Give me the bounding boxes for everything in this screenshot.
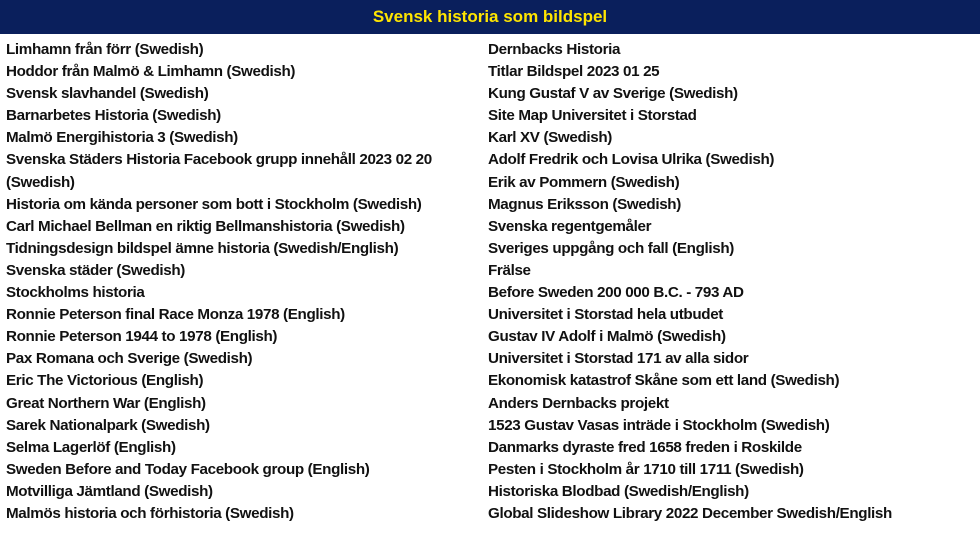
link-dernbacks-historia[interactable]: Dernbacks Historia (488, 41, 621, 58)
link-titlar-bildspel[interactable]: Titlar Bildspel 2023 01 25 (488, 63, 660, 81)
left-link-column (6, 39, 476, 525)
link-sarek-nationalpark[interactable]: Sarek Nationalpark (Swedish) (6, 416, 210, 434)
link-universitet-171-sidor[interactable]: Universitet i Storstad 171 av alla sidor (488, 350, 749, 368)
page-title: Svensk historia som bildspel (372, 7, 608, 26)
link-svenska-stader[interactable]: Svenska städer (Swedish) (6, 261, 185, 279)
link-ekonomisk-katastrof-skane[interactable]: Ekonomisk katastrof Skåne som ett land (Swedish) (488, 372, 840, 390)
link-eric-the-victorious[interactable]: Eric The Victorious (English) (6, 372, 204, 390)
link-barnarbetes-historia[interactable]: Barnarbetes Historia (Swedish) (6, 107, 221, 125)
link-site-map-universitet[interactable]: Site Map Universitet i Storstad (488, 107, 697, 125)
link-stockholms-historia[interactable]: Stockholms historia (6, 284, 145, 302)
link-motvilliga-jamtland[interactable]: Motvilliga Jämtland (Swedish) (6, 482, 213, 500)
link-svenska-staders-historia-fb-cont[interactable]: (Swedish) (6, 173, 75, 191)
link-svensk-slavhandel[interactable]: Svensk slavhandel (Swedish) (6, 85, 209, 103)
link-selma-lagerlof[interactable]: Selma Lagerlöf (English) (6, 438, 176, 456)
right-link-column (488, 39, 976, 525)
link-malmos-historia[interactable]: Malmös historia och förhistoria (Swedish) (6, 504, 294, 522)
link-hoddor-malmo-limhamn[interactable]: Hoddor från Malmö & Limhamn (Swedish) (6, 63, 296, 81)
link-great-northern-war[interactable]: Great Northern War (English) (6, 394, 206, 412)
link-adolf-fredrik-lovisa-ulrika[interactable]: Adolf Fredrik och Lovisa Ulrika (Swedish) (488, 151, 775, 169)
link-historiska-blodbad[interactable]: Historiska Blodbad (Swedish/English) (488, 482, 749, 500)
link-limhamn-fran-forr[interactable]: Limhamn från förr (Swedish) (6, 41, 204, 58)
link-karl-xv[interactable]: Karl XV (Swedish) (488, 129, 613, 147)
page-header (0, 0, 980, 34)
link-anders-dernbacks-projekt[interactable]: Anders Dernbacks projekt (488, 394, 669, 412)
link-ronnie-peterson-monza[interactable]: Ronnie Peterson final Race Monza 1978 (English) (6, 306, 345, 324)
link-gustav-iv-adolf-malmo[interactable]: Gustav IV Adolf i Malmö (Swedish) (488, 328, 726, 346)
link-fralse[interactable]: Frälse (488, 261, 531, 279)
link-svenska-regentgemaler[interactable]: Svenska regentgemåler (488, 217, 652, 235)
link-svenska-staders-historia-fb[interactable]: Svenska Städers Historia Facebook grupp innehåll 2023 02 20 (6, 151, 432, 169)
link-universitet-hela-utbudet[interactable]: Universitet i Storstad hela utbudet (488, 306, 724, 324)
link-pesten-i-stockholm[interactable]: Pesten i Stockholm år 1710 till 1711 (Swedish) (488, 460, 804, 478)
link-sweden-before-and-today[interactable]: Sweden Before and Today Facebook group (English) (6, 460, 370, 478)
link-gustav-vasas-intrade[interactable]: 1523 Gustav Vasas inträde i Stockholm (Swedish) (488, 416, 830, 434)
link-kanda-personer-stockholm[interactable]: Historia om kända personer som bott i Stockholm (Swedish) (6, 195, 422, 213)
link-tidningsdesign-bildspel[interactable]: Tidningsdesign bildspel ämne historia (Swedish/English) (6, 239, 399, 257)
link-malmo-energihistoria[interactable]: Malmö Energihistoria 3 (Swedish) (6, 129, 238, 147)
link-carl-michael-bellman[interactable]: Carl Michael Bellman en riktig Bellmanshistoria (Swedish) (6, 217, 405, 235)
link-magnus-eriksson[interactable]: Magnus Eriksson (Swedish) (488, 195, 681, 213)
link-global-slideshow-library[interactable]: Global Slideshow Library 2022 December Swedish/English (488, 504, 892, 522)
link-erik-av-pommern[interactable]: Erik av Pommern (Swedish) (488, 173, 680, 191)
link-ronnie-peterson-1944-1978[interactable]: Ronnie Peterson 1944 to 1978 (English) (6, 328, 278, 346)
link-sveriges-uppgang-och-fall[interactable]: Sveriges uppgång och fall (English) (488, 239, 734, 257)
link-danmarks-dyraste-fred[interactable]: Danmarks dyraste fred 1658 freden i Roskilde (488, 438, 802, 456)
link-before-sweden[interactable]: Before Sweden 200 000 B.C. - 793 AD (488, 284, 744, 302)
link-pax-romana[interactable]: Pax Romana och Sverige (Swedish) (6, 350, 253, 368)
link-kung-gustaf-v[interactable]: Kung Gustaf V av Sverige (Swedish) (488, 85, 738, 103)
